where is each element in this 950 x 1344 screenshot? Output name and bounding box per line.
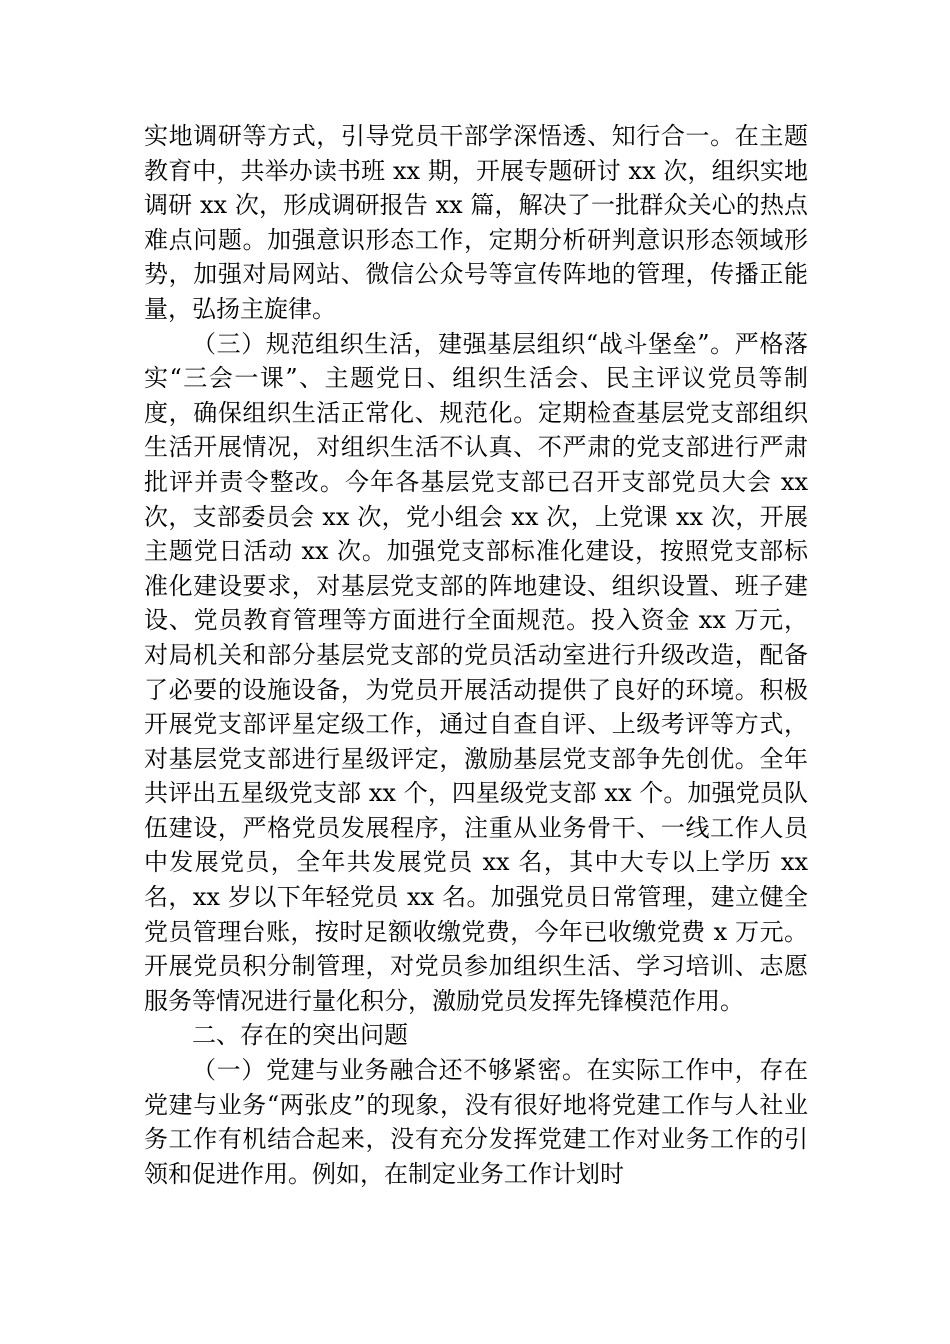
section-heading-problems: 二、存在的突出问题 [192,1021,408,1050]
document-body [144,119,808,1191]
paragraph-problem-one: （一）党建与业务融合还不够紧密。在实际工作中，存在党建与业务“两张皮”的现象，没有很好地将党建工作与人社业务工作有机结合起来，没有充分发挥党建工作对业务工作的引领和促进作用。例如，在制定业务工作计划时 [144,1056,808,1188]
paragraph-section-three: （三）规范组织生活，建强基层组织“战斗堡垒”。严格落实“三会一课”、主题党日、组织生活会、民主评议党员等制度，确保组织生活正常化、规范化。定期检查基层党支部组织生活开展情况，对组织生活不认真、不严肃的党支部进行严肃批评并责令整改。今年各基层党支部已召开支部党员大会 xx 次，支部委员会 xx 次，党小组会 xx 次，上党课 xx 次，开展主题党日活动 xx 次。加强党支部标准化建设，按照党支部标准化建设要求，对基层党支部的阵地建设、组织设置、班子建设、党员教育管理等方面进行全面规范。投入资金 xx 万元，对局机关和部分基层党支部的党员活动室进行升级改造，配备了必要的设施设备，为党员开展活动提供了良好的环境。积极开展党支部评星定级工作，通过自查自评、上级考评等方式，对基层党支部进行星级评定，激励基层党支部争先创优。全年共评出五星级党支部 xx 个，四星级党支部 xx 个。加强党员队伍建设，严格党员发展程序，注重从业务骨干、一线工作人员中发展党员，全年共发展党员 xx 名，其中大专以上学历 xx 名，xx 岁以下年轻党员 xx 名。加强党员日常管理，建立健全党员管理台账，按时足额收缴党费，今年已收缴党费 x 万元。开展党员积分制管理，对党员参加组织生活、学习培训、志愿服务等情况进行量化积分，激励党员发挥先锋模范作用。 [144,329,808,1015]
paragraph-continuation: 实地调研等方式，引导党员干部学深悟透、知行合一。在主题教育中，共举办读书班 xx 期，开展专题研讨 xx 次，组织实地调研 xx 次，形成调研报告 xx 篇，解决了一批群众关心的热点难点问题。加强意识形态工作，定期分析研判意识形态领域形势，加强对局网站、微信公众号等宣传阵地的管理，传播正能量，弘扬主旋律。 [144,122,808,323]
